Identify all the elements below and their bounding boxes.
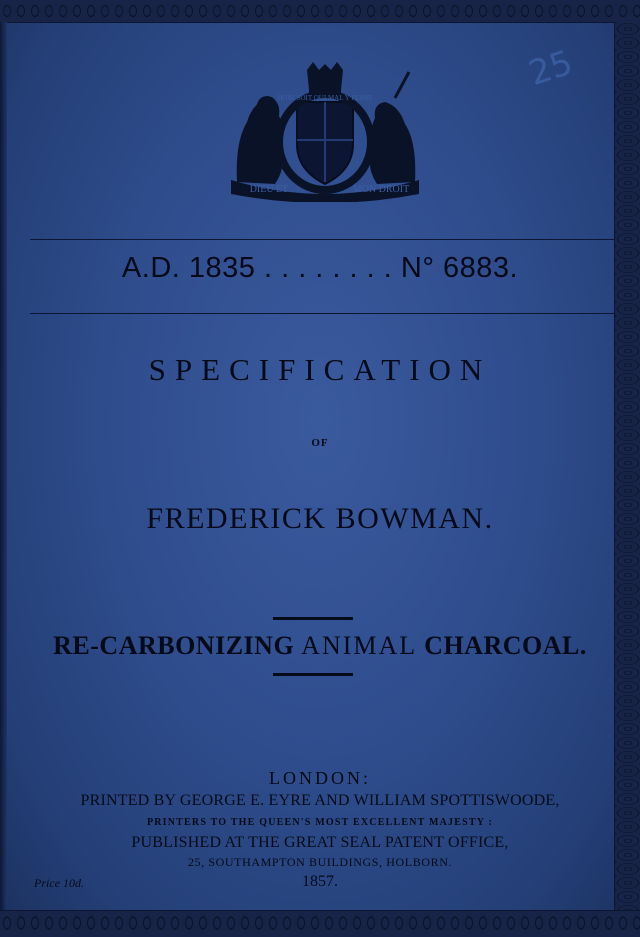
- divider-bottom: [30, 313, 615, 314]
- motto-right: MON DROIT: [352, 184, 410, 195]
- invention-title: [0, 631, 640, 661]
- specification-heading: SPECIFICATION: [148, 352, 492, 387]
- inventor-name: FREDERICK BOWMAN.: [146, 502, 494, 535]
- garter-text: HONI SOIT QUI MAL Y PENSE: [277, 94, 373, 102]
- handwritten-number: 25: [523, 42, 578, 95]
- divider-top: [30, 239, 615, 240]
- motto-left: DIEU ET: [249, 184, 289, 195]
- imprint-year: 1857.: [302, 873, 338, 890]
- title-part-2: ANIMAL: [301, 631, 418, 660]
- title-part-3: CHARCOAL.: [424, 631, 587, 660]
- patent-number: N° 6883.: [400, 252, 519, 284]
- title-part-1: RE-CARBONIZING: [53, 631, 295, 660]
- year-label: A.D. 1835: [121, 252, 256, 284]
- patent-number-line: [0, 252, 640, 285]
- imprint-publisher: PUBLISHED AT THE GREAT SEAL PATENT OFFICE,: [131, 834, 509, 851]
- royal-coat-of-arms-icon: [225, 62, 425, 202]
- imprint-printer-title: PRINTERS TO THE QUEEN'S MOST EXCELLENT MAJESTY :: [146, 817, 494, 828]
- imprint-printer: PRINTED BY GEORGE E. EYRE AND WILLIAM SPOTTISWOODE,: [80, 792, 560, 809]
- of-label: OF: [311, 437, 329, 449]
- title-rule-top: [273, 617, 353, 620]
- imprint-address: 25, SOUTHAMPTON BUILDINGS, HOLBORN.: [187, 855, 453, 869]
- imprint-city: LONDON:: [269, 768, 371, 788]
- price-label: Price 10d.: [34, 876, 84, 890]
- chain-border-bottom: [0, 910, 640, 937]
- chain-border-top: [0, 0, 640, 23]
- leader-dots: . . . . . . . .: [255, 252, 401, 284]
- title-rule-bottom: [273, 673, 353, 676]
